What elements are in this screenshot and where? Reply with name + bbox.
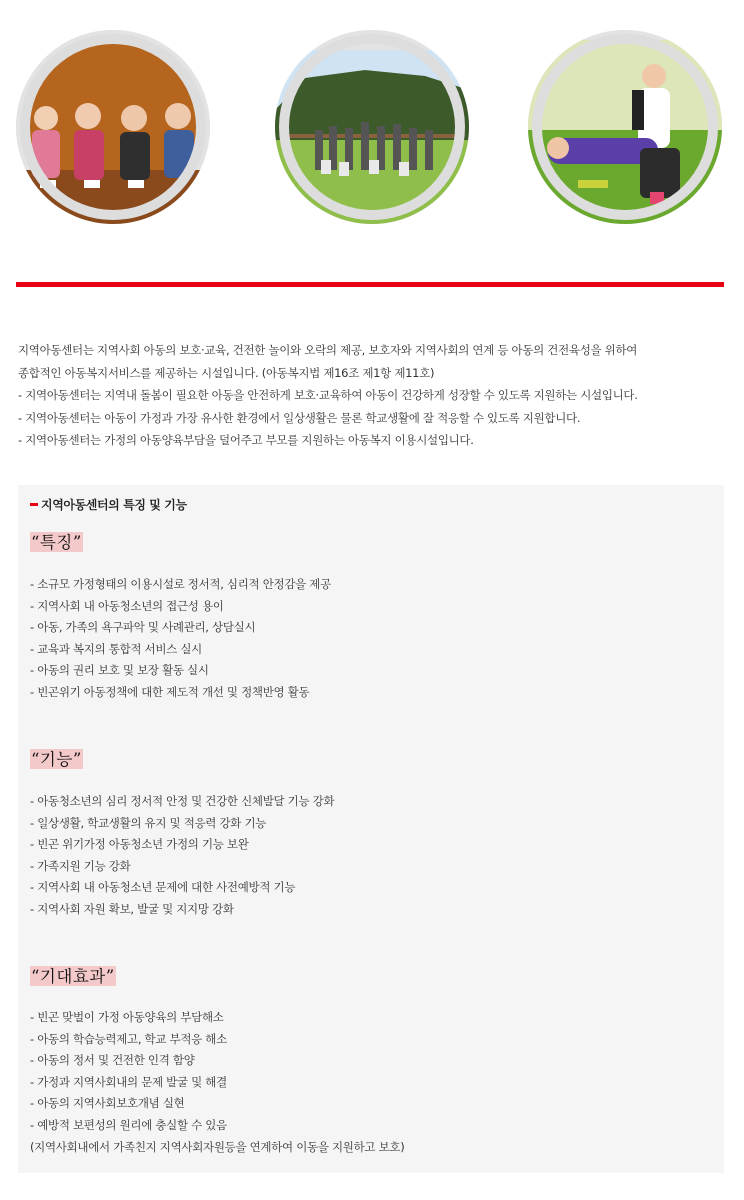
- list-item: - 가정과 지역사회내의 문제 발굴 및 해결: [30, 1074, 227, 1089]
- list-item: - 아동의 학습능력제고, 학교 부적응 해소: [30, 1031, 227, 1046]
- title-bar-icon: [30, 503, 38, 506]
- list-item: - 아동, 가족의 욕구파악 및 사례관리, 상담실시: [30, 620, 256, 635]
- list-item: - 교육과 복지의 통합적 서비스 실시: [30, 641, 202, 656]
- box-title-text: 지역아동센터의 특징 및 기능: [41, 498, 187, 512]
- list-item: - 일상생활, 학교생활의 유지 및 적응력 강화 기능: [30, 815, 267, 830]
- intro-line: - 지역아동센터는 아동이 가정과 가장 유사한 환경에서 일상생활은 물론 학교생활에 잘 적응할 수 있도록 지원합니다.: [18, 410, 581, 425]
- section-heading-functions: “기능”: [31, 750, 82, 769]
- red-divider: [16, 282, 724, 287]
- section-heading-effects: “기대효과”: [31, 967, 115, 986]
- intro-line: 지역아동센터는 지역사회 아동의 보호·교육, 건전한 놀이와 오락의 제공, 보호자와 지역사회의 연계 등 아동의 건전육성을 위하여: [18, 343, 638, 357]
- list-item: - 지역사회 자원 확보, 발굴 및 지지망 강화: [30, 901, 234, 916]
- list-item: - 가족지원 기능 강화: [30, 858, 131, 873]
- section-list-effects: [30, 1007, 404, 1158]
- section-list-functions: [30, 791, 334, 921]
- list-item: - 지역사회 내 아동청소년 문제에 대한 사전예방적 기능: [30, 880, 296, 895]
- box-title: [30, 496, 187, 513]
- intro-line: - 지역아동센터는 가정의 아동양육부담을 덜어주고 부모를 지원하는 아동복지 이용시설입니다.: [18, 433, 474, 447]
- photo-children-leaves: [16, 30, 210, 224]
- list-item: (지역사회내에서 가족친지 지역사회자원등을 연계하여 이동을 지원하고 보호): [30, 1139, 405, 1154]
- list-item: - 빈곤 맞벌이 가정 아동양육의 부담해소: [30, 1010, 224, 1024]
- list-item: - 예방적 보편성의 원리에 충실할 수 있음: [30, 1117, 227, 1132]
- list-item: - 소규모 가정형태의 이용시설로 정서적, 심리적 안정감을 제공: [30, 577, 331, 591]
- list-item: - 지역사회 내 아동청소년의 접근성 용이: [30, 598, 224, 613]
- list-item: - 빈곤 위기가정 아동청소년 가정의 기능 보완: [30, 837, 249, 852]
- intro-text: [18, 339, 728, 452]
- list-item: - 아동의 정서 및 건전한 인격 함양: [30, 1053, 195, 1068]
- intro-line: 종합적인 아동복지서비스를 제공하는 시설입니다. (아동복지법 제16조 제1항 제11호): [18, 365, 435, 380]
- list-item: - 빈곤위기 아동정책에 대한 제도적 개선 및 정책반영 활동: [30, 684, 310, 699]
- features-box: [18, 485, 724, 1173]
- photo-row: [0, 30, 744, 230]
- photo-kids-grass: [528, 30, 722, 224]
- photo-group-field: [275, 30, 469, 224]
- section-heading-features: “특징”: [31, 533, 82, 552]
- section-list-features: [30, 574, 331, 704]
- intro-line: - 지역아동센터는 지역내 돌봄이 필요한 아동을 안전하게 보호·교육하여 아동이 건강하게 성장할 수 있도록 지원하는 시설입니다.: [18, 388, 638, 402]
- list-item: - 아동청소년의 심리 정서적 안정 및 건강한 신체발달 기능 강화: [30, 794, 335, 808]
- list-item: - 아동의 지역사회보호개념 실현: [30, 1096, 185, 1111]
- list-item: - 아동의 권리 보호 및 보장 활동 실시: [30, 663, 209, 678]
